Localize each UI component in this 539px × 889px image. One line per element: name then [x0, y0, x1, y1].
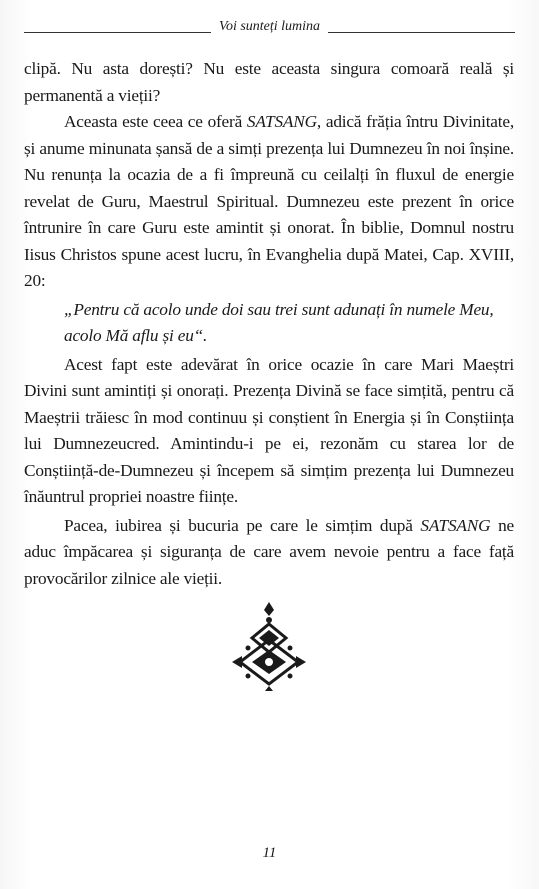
paragraph-4: Pacea, iubirea și bucuria pe care le simțim după SATSANG ne aduc împăcarea și siguranța de care avem nevoie pentru a face față provocărilor zilnice ale vieții. — [24, 515, 514, 588]
header-rule-right — [328, 32, 515, 33]
decorative-ornament-icon — [228, 600, 310, 692]
bible-quote: „Pentru că acolo unde doi sau trei sunt adunați în numele Meu, acolo Mă aflu și eu“. — [64, 299, 494, 345]
page-body — [24, 56, 514, 592]
page-number: 11 — [262, 845, 277, 861]
satsang-term: SATSANG — [246, 112, 317, 131]
header-title: Voi sunteți lumina — [218, 19, 321, 34]
paragraph-2: Aceasta este ceea ce oferă SATSANG, adică frăția întru Divinitate, și anume minunata șansă de a simți prezența lui Dumnezeu în noi înșine. Nu renunța la ocazia de a fi împreună cu ceilalți în fluxul de energie revelat de Guru, Maestrul Spiritual. Dumnezeu este prezent în orice întrunire în care Guru este amintit și onorat. În biblie, Domnul nostru Iisus Christos spune acest lucru, în Evanghelia după Matei, Cap. XVIII, 20: — [24, 112, 514, 290]
satsang-term: SATSANG — [420, 515, 491, 535]
header-rule-left — [24, 32, 211, 33]
running-header — [24, 16, 515, 38]
paragraph-3: Acest fapt este adevărat în orice ocazie în care Mari Maeștri Divini sunt amintiți și onorați. Prezența Divină se face simțită, pentru că Maeștrii trăiesc în mod continuu și conștient în Energia și în Conștiința lui Dumnezeucred. Amintindu-i pe ei, rezonăm cu starea lor de Conștiință-de-Dumnezeu și începem să simțim prezența lui Dumnezeu înăuntrul propriei noastre ființe. — [24, 354, 514, 506]
paragraph-1: clipă. Nu asta dorești? Nu este aceasta singura comoară reală și permanentă a vieții? — [24, 59, 514, 105]
